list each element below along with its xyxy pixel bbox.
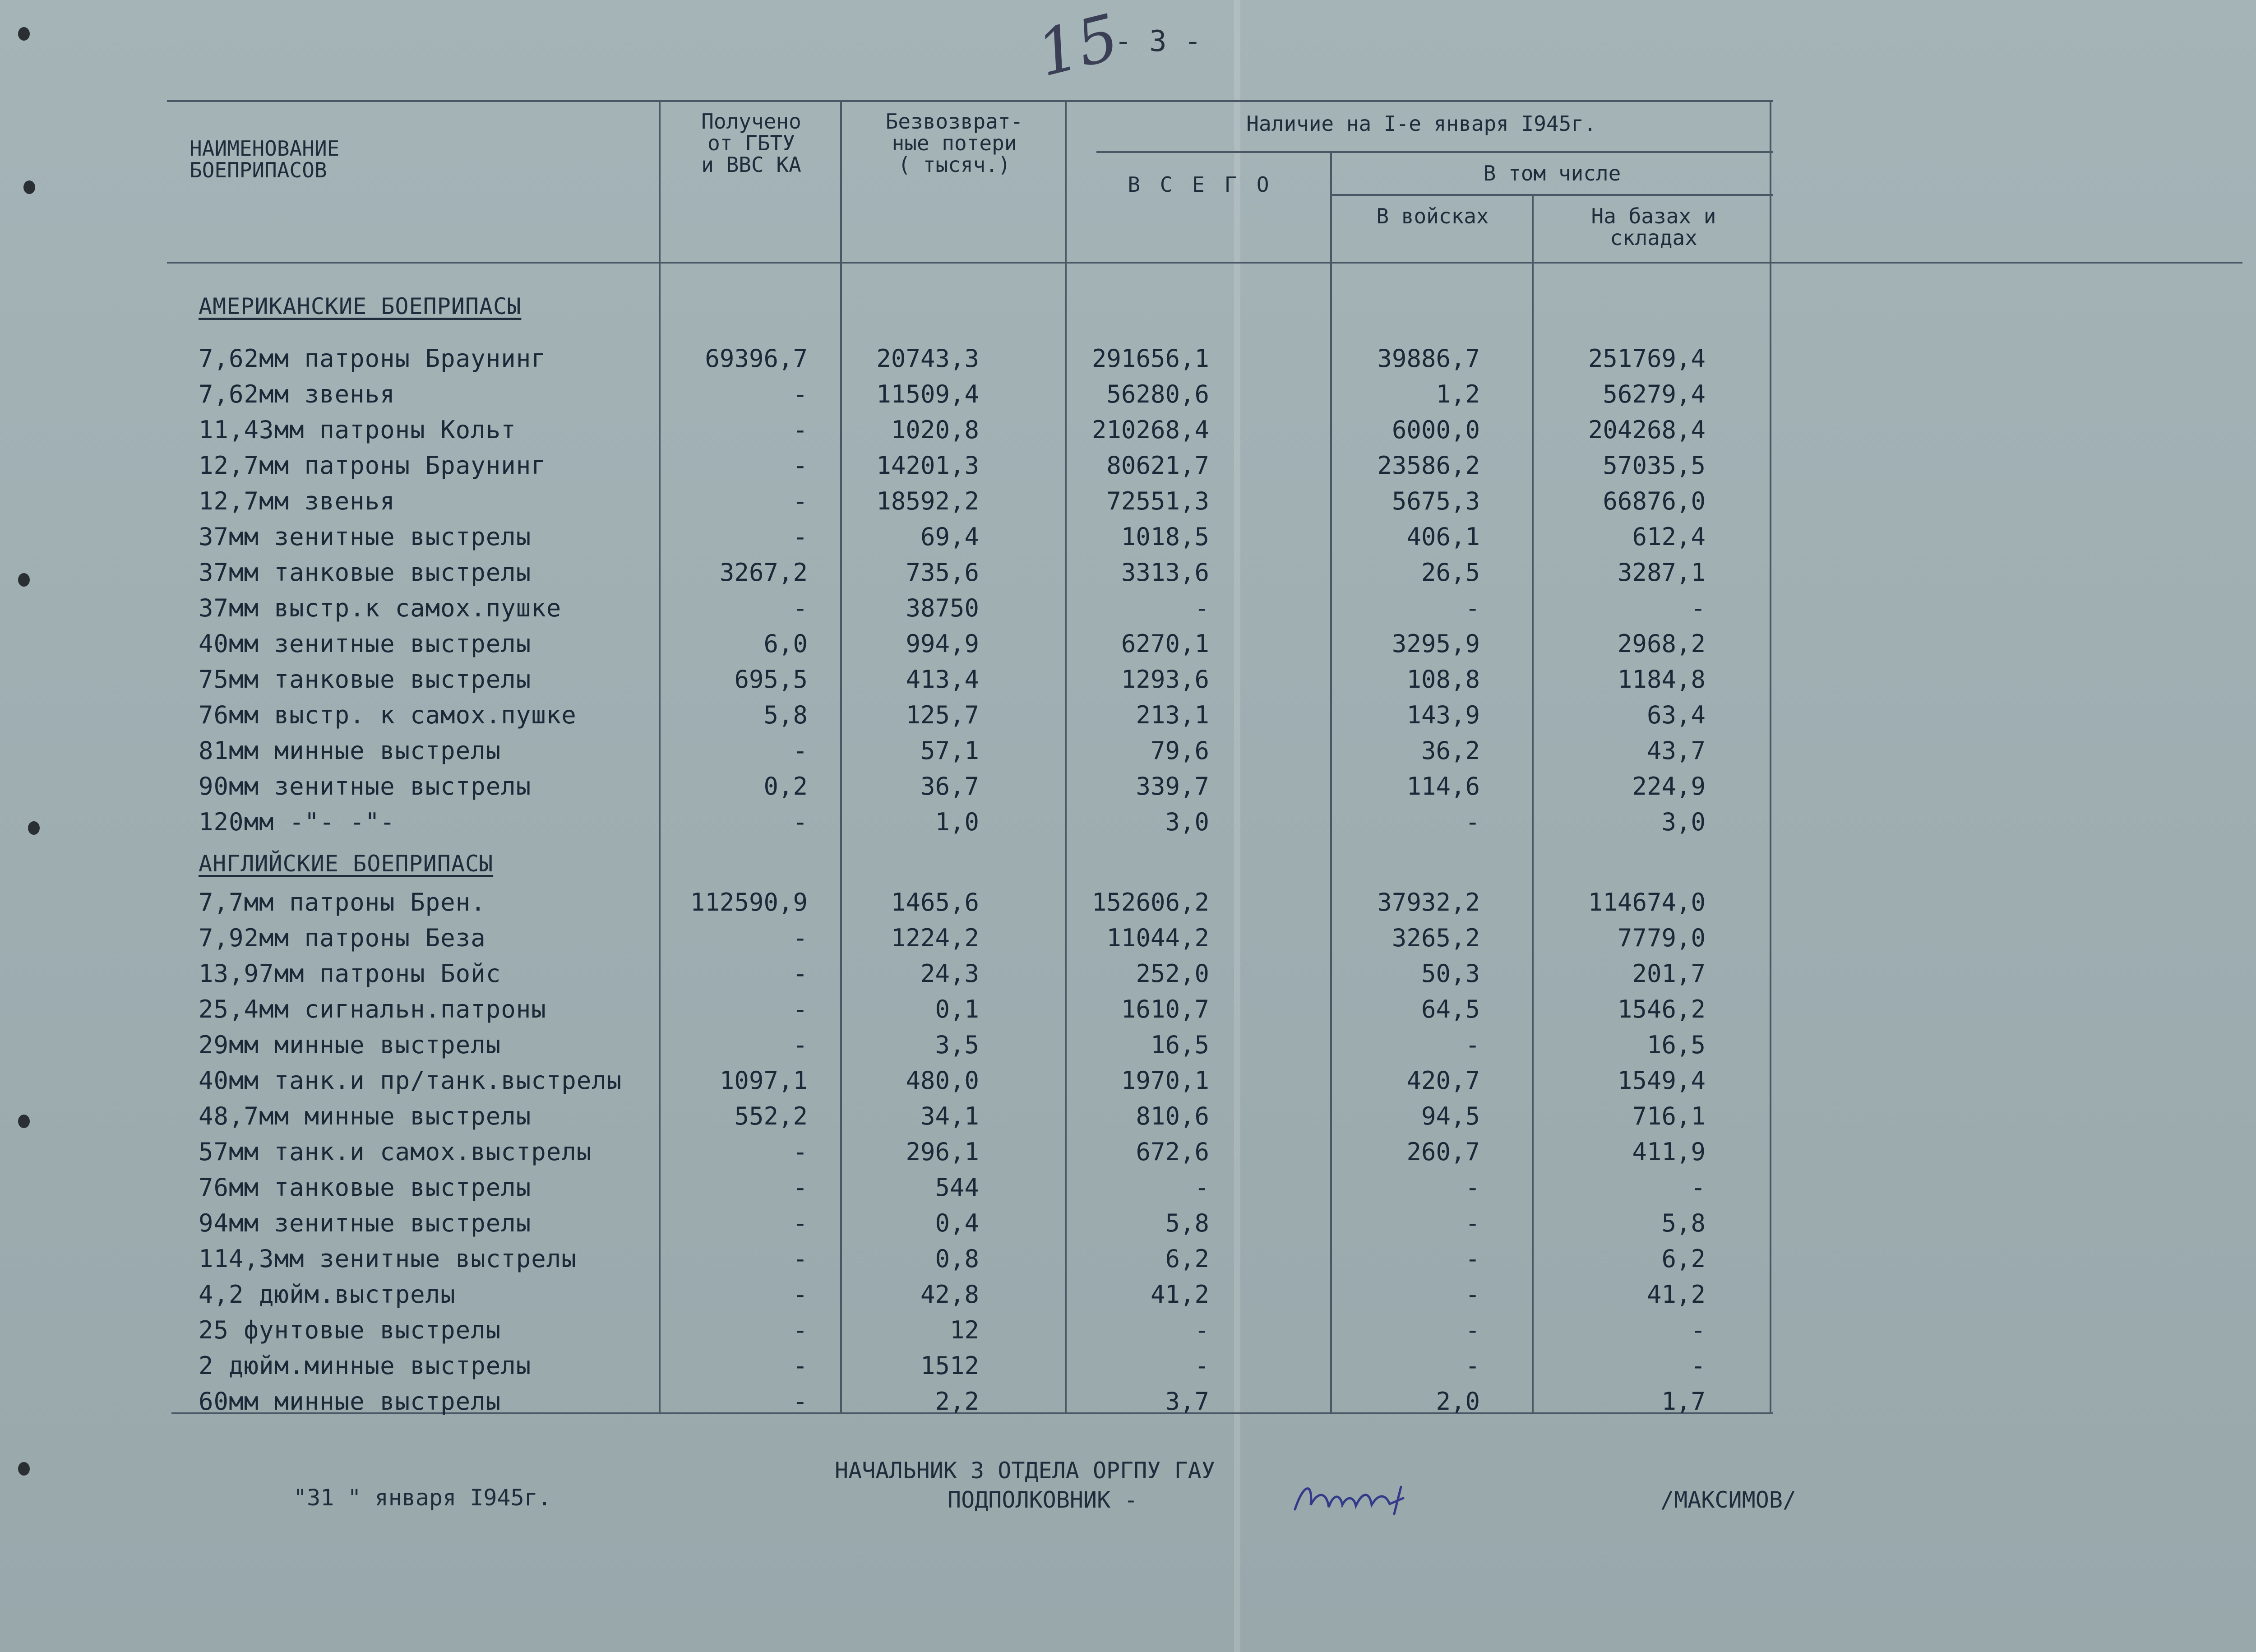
header-losses: Безвозврат- ные потери ( тысяч.) — [885, 109, 1023, 177]
header-name: НАИМЕНОВАНИЕ БОЕПРИПАСОВ — [190, 136, 340, 182]
ammo-name: 120мм -"- -"- — [199, 808, 395, 836]
total-value: 3,0 — [1165, 808, 1209, 836]
losses-value: 1,0 — [935, 808, 979, 836]
losses-value: 34,1 — [920, 1102, 979, 1130]
bases-value: 5,8 — [1661, 1209, 1706, 1237]
page-number: - 3 - — [1114, 25, 1202, 58]
bases-value: 3287,1 — [1617, 558, 1706, 587]
ammo-name: 94мм зенитные выстрелы — [199, 1209, 532, 1237]
total-value: 1293,6 — [1121, 665, 1209, 694]
ammo-name: 60мм минные выстрелы — [199, 1387, 501, 1416]
troops-value: 143,9 — [1406, 701, 1480, 729]
header-availability: Наличие на I-е января I945г. — [1246, 111, 1596, 136]
total-value: 16,5 — [1150, 1031, 1209, 1059]
table-top-rule — [167, 100, 1773, 102]
total-value: 79,6 — [1150, 736, 1209, 765]
total-value: 339,7 — [1136, 772, 1209, 801]
binder-hole — [23, 180, 35, 194]
received-value: - — [793, 1138, 808, 1166]
bases-value: 612,4 — [1632, 523, 1706, 551]
section-title-english: АНГЛИЙСКИЕ БОЕПРИПАСЫ — [199, 851, 494, 877]
losses-value: 14201,3 — [876, 451, 979, 480]
losses-value: 20743,3 — [876, 344, 979, 373]
losses-value: 18592,2 — [876, 487, 979, 515]
received-value: - — [793, 416, 808, 444]
troops-value: 2,0 — [1436, 1387, 1480, 1416]
received-value: - — [793, 1351, 808, 1380]
troops-value: 94,5 — [1421, 1102, 1480, 1130]
troops-value: - — [1465, 1209, 1480, 1237]
total-value: 152606,2 — [1091, 888, 1209, 916]
table-row — [0, 994, 2256, 1025]
troops-value: - — [1465, 1031, 1480, 1059]
total-value: 41,2 — [1150, 1280, 1209, 1309]
table-row — [0, 806, 2256, 838]
received-value: - — [793, 924, 808, 952]
bases-value: 201,7 — [1632, 959, 1706, 988]
losses-value: 544 — [935, 1173, 979, 1202]
ammo-name: 76мм танковые выстрелы — [199, 1173, 532, 1202]
total-value: 672,6 — [1136, 1138, 1209, 1166]
binder-hole — [18, 1462, 30, 1476]
bases-value: 716,1 — [1632, 1102, 1706, 1130]
troops-value: - — [1465, 1245, 1480, 1273]
table-row — [0, 1243, 2256, 1275]
received-value: - — [793, 808, 808, 836]
total-value: 72551,3 — [1106, 487, 1209, 515]
ammo-name: 37мм выстр.к самох.пушке — [199, 594, 562, 622]
total-value: 5,8 — [1165, 1209, 1209, 1237]
bases-value: 2968,2 — [1617, 629, 1706, 658]
troops-value: 5675,3 — [1392, 487, 1480, 515]
total-value: 291656,1 — [1091, 344, 1209, 373]
received-value: - — [793, 1173, 808, 1202]
losses-value: 480,0 — [906, 1066, 979, 1095]
received-value: - — [793, 995, 808, 1023]
total-value: - — [1194, 1351, 1209, 1380]
received-value: - — [793, 1209, 808, 1237]
ammo-name: 40мм зенитные выстрелы — [199, 629, 532, 658]
table-row — [0, 887, 2256, 918]
received-value: 3267,2 — [719, 558, 808, 587]
losses-value: 1224,2 — [891, 924, 979, 952]
troops-value: 64,5 — [1421, 995, 1480, 1023]
handwritten-signature — [1290, 1473, 1426, 1523]
received-value: - — [793, 1245, 808, 1273]
ammo-name: 11,43мм патроны Кольт — [199, 416, 516, 444]
losses-value: 413,4 — [906, 665, 979, 694]
losses-value: 735,6 — [906, 558, 979, 587]
bases-value: - — [1691, 1173, 1706, 1202]
losses-value: 69,4 — [920, 523, 979, 551]
ammo-name: 12,7мм звенья — [199, 487, 395, 515]
received-value: - — [793, 1280, 808, 1309]
table-row — [0, 958, 2256, 990]
ammo-name: 76мм выстр. к самох.пушке — [199, 701, 577, 729]
ammo-name: 75мм танковые выстрелы — [199, 665, 532, 694]
troops-value: 37932,2 — [1377, 888, 1480, 916]
bases-value: 66876,0 — [1603, 487, 1706, 515]
ammo-name: 25,4мм сигнальн.патроны — [199, 995, 546, 1023]
troops-value: 23586,2 — [1377, 451, 1480, 480]
ammo-name: 25 фунтовые выстрелы — [199, 1316, 501, 1344]
ammo-name: 13,97мм патроны Бойс — [199, 959, 501, 988]
received-value: 1097,1 — [719, 1066, 808, 1095]
signatory-name: /МАКСИМОВ/ — [1660, 1487, 1797, 1513]
header-troops: В войсках — [1376, 204, 1489, 228]
losses-value: 24,3 — [920, 959, 979, 988]
table-row — [0, 664, 2256, 695]
table-row — [0, 450, 2256, 481]
losses-value: 1020,8 — [891, 416, 979, 444]
table-row — [0, 592, 2256, 624]
header-including: В том числе — [1483, 161, 1621, 185]
troops-value: 406,1 — [1406, 523, 1480, 551]
binder-hole — [18, 27, 30, 41]
received-value: 0,2 — [763, 772, 808, 801]
table-row — [0, 628, 2256, 660]
troops-value: 1,2 — [1436, 380, 1480, 408]
table-row — [0, 414, 2256, 446]
total-value: 3313,6 — [1121, 558, 1209, 587]
troops-value: 260,7 — [1406, 1138, 1480, 1166]
total-value: - — [1194, 1316, 1209, 1344]
header-received: Получено от ГБТУ и ВВС КА — [701, 109, 801, 177]
ammo-name: 4,2 дюйм.выстрелы — [199, 1280, 456, 1309]
received-value: 5,8 — [763, 701, 808, 729]
troops-value: 26,5 — [1421, 558, 1480, 587]
received-value: - — [793, 380, 808, 408]
table-row — [0, 379, 2256, 410]
ammo-name: 12,7мм патроны Браунинг — [199, 451, 546, 480]
troops-value: - — [1465, 1173, 1480, 1202]
received-value: 6,0 — [763, 629, 808, 658]
table-row — [0, 1029, 2256, 1061]
bases-value: 251769,4 — [1588, 344, 1706, 373]
header-bottom-rule — [167, 262, 2242, 264]
bases-value: 114674,0 — [1588, 888, 1706, 916]
received-value: 695,5 — [734, 665, 808, 694]
troops-value: 36,2 — [1421, 736, 1480, 765]
troops-value: - — [1465, 808, 1480, 836]
ammo-name: 40мм танк.и пр/танк.выстрелы — [199, 1066, 622, 1095]
bases-value: 204268,4 — [1588, 416, 1706, 444]
bases-value: 16,5 — [1646, 1031, 1706, 1059]
bases-value: 56279,4 — [1603, 380, 1706, 408]
total-value: 56280,6 — [1106, 380, 1209, 408]
bases-value: 1546,2 — [1617, 995, 1706, 1023]
table-row — [0, 735, 2256, 767]
table-row — [0, 1101, 2256, 1132]
losses-value: 1512 — [920, 1351, 979, 1380]
table-row — [0, 922, 2256, 954]
troops-value: - — [1465, 1351, 1480, 1380]
bases-value: 6,2 — [1661, 1245, 1706, 1273]
bases-value: 1,7 — [1661, 1387, 1706, 1416]
received-value: - — [793, 959, 808, 988]
ammo-name: 114,3мм зенитные выстрелы — [199, 1245, 577, 1273]
ammo-name: 7,62мм патроны Браунинг — [199, 344, 546, 373]
bases-value: 1549,4 — [1617, 1066, 1706, 1095]
total-value: 3,7 — [1165, 1387, 1209, 1416]
bases-value: 57035,5 — [1603, 451, 1706, 480]
received-value: 552,2 — [734, 1102, 808, 1130]
total-value: 1970,1 — [1121, 1066, 1209, 1095]
table-row — [0, 1065, 2256, 1097]
losses-value: 994,9 — [906, 629, 979, 658]
losses-value: 38750 — [906, 594, 979, 622]
bases-value: - — [1691, 1351, 1706, 1380]
troops-value: 39886,7 — [1377, 344, 1480, 373]
ammo-name: 90мм зенитные выстрелы — [199, 772, 532, 801]
total-value: 810,6 — [1136, 1102, 1209, 1130]
table-row — [0, 699, 2256, 731]
troops-value: - — [1465, 1280, 1480, 1309]
bases-value: 7779,0 — [1617, 924, 1706, 952]
received-value: - — [793, 1387, 808, 1416]
total-value: 6270,1 — [1121, 629, 1209, 658]
received-value: - — [793, 1031, 808, 1059]
received-value: - — [793, 736, 808, 765]
received-value: 69396,7 — [705, 344, 808, 373]
received-value: - — [793, 1316, 808, 1344]
bases-value: 1184,8 — [1617, 665, 1706, 694]
bases-value: - — [1691, 1316, 1706, 1344]
troops-value: 108,8 — [1406, 665, 1480, 694]
ammo-name: 37мм танковые выстрелы — [199, 558, 532, 587]
losses-value: 1465,6 — [891, 888, 979, 916]
received-value: - — [793, 487, 808, 515]
losses-value: 0,4 — [935, 1209, 979, 1237]
ammo-name: 81мм минные выстрелы — [199, 736, 501, 765]
table-row — [0, 1314, 2256, 1346]
troops-value: - — [1465, 594, 1480, 622]
troops-value: 114,6 — [1406, 772, 1480, 801]
total-value: 210268,4 — [1091, 416, 1209, 444]
troops-value: - — [1465, 1316, 1480, 1344]
troops-value: 50,3 — [1421, 959, 1480, 988]
table-row — [0, 1172, 2256, 1203]
archive-number: 15 — [1030, 0, 1126, 92]
total-value: - — [1194, 1173, 1209, 1202]
bases-value: - — [1691, 594, 1706, 622]
section-title-american: АМЕРИКАНСКИЕ БОЕПРИПАСЫ — [199, 293, 522, 319]
bases-value: 224,9 — [1632, 772, 1706, 801]
troops-value: 3265,2 — [1392, 924, 1480, 952]
total-value: 252,0 — [1136, 959, 1209, 988]
losses-value: 11509,4 — [876, 380, 979, 408]
losses-value: 12 — [949, 1316, 979, 1344]
ammo-name: 57мм танк.и самох.выстрелы — [199, 1138, 592, 1166]
losses-value: 125,7 — [906, 701, 979, 729]
troops-value: 3295,9 — [1392, 629, 1480, 658]
total-value: 1018,5 — [1121, 523, 1209, 551]
document-date: "31 " января I945г. — [293, 1485, 551, 1511]
total-value: 1610,7 — [1121, 995, 1209, 1023]
ammo-name: 7,7мм патроны Брен. — [199, 888, 486, 916]
bases-value: 3,0 — [1661, 808, 1706, 836]
table-row — [0, 486, 2256, 517]
table-row — [0, 557, 2256, 588]
total-value: 6,2 — [1165, 1245, 1209, 1273]
ammo-name: 48,7мм минные выстрелы — [199, 1102, 532, 1130]
losses-value: 3,5 — [935, 1031, 979, 1059]
losses-value: 42,8 — [920, 1280, 979, 1309]
losses-value: 0,8 — [935, 1245, 979, 1273]
troops-value: 420,7 — [1406, 1066, 1480, 1095]
losses-value: 0,1 — [935, 995, 979, 1023]
total-value: 80621,7 — [1106, 451, 1209, 480]
received-value: - — [793, 451, 808, 480]
received-value: 112590,9 — [690, 888, 808, 916]
ammo-name: 29мм минные выстрелы — [199, 1031, 501, 1059]
table-row — [0, 1279, 2256, 1310]
troops-value: 6000,0 — [1392, 416, 1480, 444]
losses-value: 2,2 — [935, 1387, 979, 1416]
table-row — [0, 1350, 2256, 1382]
header-total: В С Е Г О — [1128, 172, 1273, 197]
ammo-name: 7,62мм звенья — [199, 380, 395, 408]
signatory-position: НАЧАЛЬНИК 3 ОТДЕЛА ОРГПУ ГАУ — [835, 1458, 1215, 1484]
table-row — [0, 771, 2256, 802]
bases-value: 41,2 — [1646, 1280, 1706, 1309]
header-bases: На базах и складах — [1591, 204, 1716, 250]
table-row — [0, 1136, 2256, 1168]
table-row — [0, 521, 2256, 553]
table-row — [0, 1386, 2256, 1417]
losses-value: 57,1 — [920, 736, 979, 765]
bases-value: 411,9 — [1632, 1138, 1706, 1166]
table-row — [0, 343, 2256, 375]
losses-value: 296,1 — [906, 1138, 979, 1166]
received-value: - — [793, 594, 808, 622]
ammo-name: 7,92мм патроны Беза — [199, 924, 486, 952]
total-value: 213,1 — [1136, 701, 1209, 729]
ammo-name: 37мм зенитные выстрелы — [199, 523, 532, 551]
bases-value: 63,4 — [1646, 701, 1706, 729]
total-value: - — [1194, 594, 1209, 622]
bases-value: 43,7 — [1646, 736, 1706, 765]
ammo-name: 2 дюйм.минные выстрелы — [199, 1351, 532, 1380]
table-row — [0, 1208, 2256, 1239]
losses-value: 36,7 — [920, 772, 979, 801]
including-rule — [1331, 194, 1773, 196]
signatory-rank: ПОДПОЛКОВНИК - — [948, 1487, 1138, 1513]
total-value: 11044,2 — [1106, 924, 1209, 952]
availability-rule — [1096, 151, 1773, 153]
received-value: - — [793, 523, 808, 551]
